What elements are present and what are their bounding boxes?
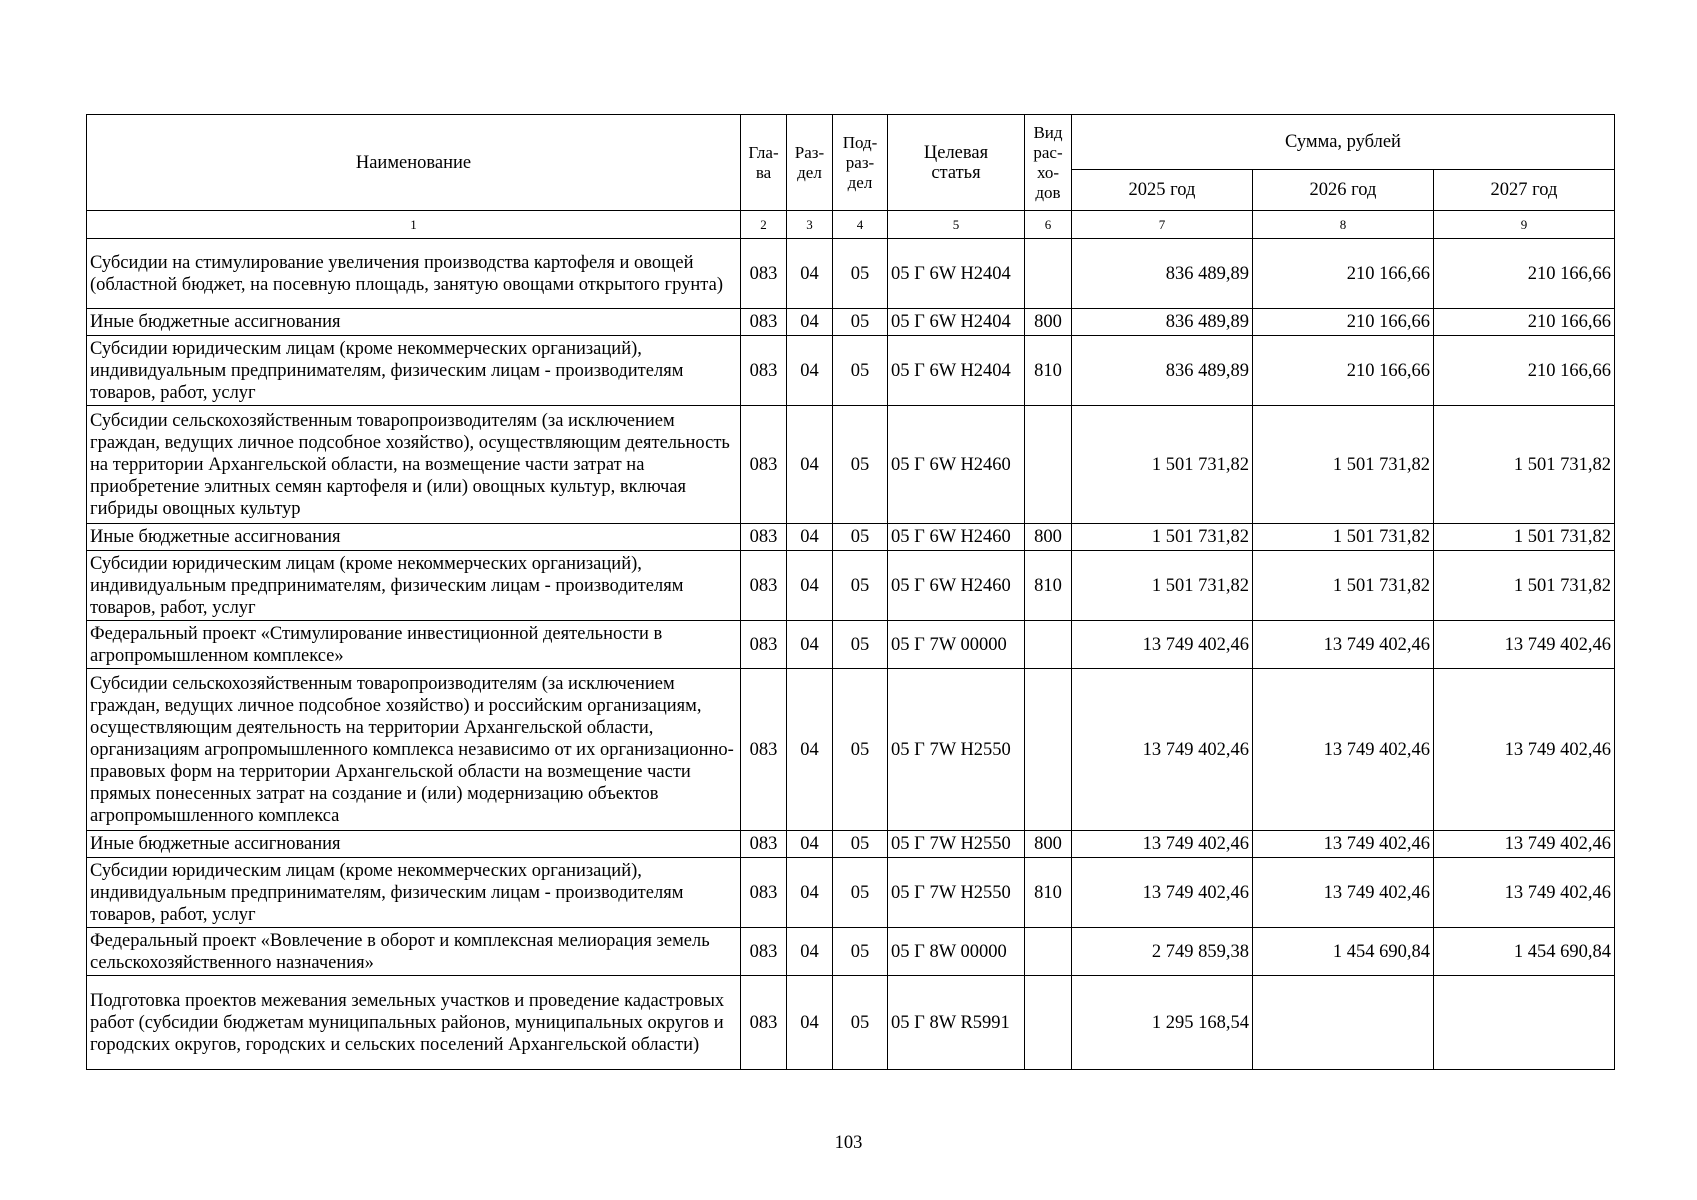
cell-chapter: 083	[741, 669, 787, 831]
cell-subsection: 05	[833, 928, 888, 976]
cell-2027: 13 749 402,46	[1434, 621, 1615, 669]
table-row	[87, 669, 1615, 831]
cell-type	[1025, 976, 1072, 1070]
table-row	[87, 976, 1615, 1070]
cell-chapter: 083	[741, 239, 787, 309]
cell-subsection: 05	[833, 524, 888, 551]
cell-section: 04	[787, 239, 833, 309]
cell-2026: 210 166,66	[1253, 336, 1434, 406]
cell-type: 800	[1025, 831, 1072, 858]
cell-name: Иные бюджетные ассигнования	[87, 309, 741, 336]
cell-article: 05 Г 6W H2404	[888, 309, 1025, 336]
cell-name: Субсидии юридическим лицам (кроме некоммерческих организаций), индивидуальным предпринимателям, физическим лицам - производителям товаров, работ, услуг	[87, 336, 741, 406]
cell-subsection: 05	[833, 551, 888, 621]
cell-type	[1025, 669, 1072, 831]
cell-type: 800	[1025, 309, 1072, 336]
cell-name: Субсидии на стимулирование увеличения производства картофеля и овощей (областной бюджет, на посевную площадь, занятую овощами открытого грунта)	[87, 239, 741, 309]
cell-2025: 2 749 859,38	[1072, 928, 1253, 976]
cell-2026: 1 501 731,82	[1253, 551, 1434, 621]
cell-2027: 210 166,66	[1434, 336, 1615, 406]
cell-type	[1025, 928, 1072, 976]
cell-section: 04	[787, 524, 833, 551]
cell-2026: 210 166,66	[1253, 309, 1434, 336]
header-year-2027: 2027 год	[1434, 170, 1615, 211]
cell-section: 04	[787, 831, 833, 858]
cell-2026: 13 749 402,46	[1253, 858, 1434, 928]
cell-chapter: 083	[741, 928, 787, 976]
cell-2025: 13 749 402,46	[1072, 858, 1253, 928]
cell-section: 04	[787, 976, 833, 1070]
cell-type: 810	[1025, 858, 1072, 928]
cell-2026: 13 749 402,46	[1253, 621, 1434, 669]
table-row	[87, 858, 1615, 928]
cell-name: Иные бюджетные ассигнования	[87, 831, 741, 858]
column-number: 2	[741, 211, 787, 239]
cell-2025: 1 501 731,82	[1072, 524, 1253, 551]
cell-section: 04	[787, 336, 833, 406]
table-row	[87, 928, 1615, 976]
cell-name: Федеральный проект «Стимулирование инвестиционной деятельности в агропромышленном комплексе»	[87, 621, 741, 669]
cell-2027: 13 749 402,46	[1434, 669, 1615, 831]
cell-article: 05 Г 8W 00000	[888, 928, 1025, 976]
cell-2025: 1 501 731,82	[1072, 551, 1253, 621]
cell-chapter: 083	[741, 858, 787, 928]
cell-2026	[1253, 976, 1434, 1070]
cell-chapter: 083	[741, 551, 787, 621]
cell-article: 05 Г 6W H2460	[888, 551, 1025, 621]
table-row	[87, 309, 1615, 336]
cell-subsection: 05	[833, 831, 888, 858]
cell-article: 05 Г 6W H2404	[888, 336, 1025, 406]
cell-section: 04	[787, 669, 833, 831]
cell-type	[1025, 621, 1072, 669]
cell-chapter: 083	[741, 309, 787, 336]
cell-section: 04	[787, 928, 833, 976]
table-body	[87, 239, 1615, 1070]
cell-name: Субсидии сельскохозяйственным товаропроизводителям (за исключением граждан, ведущих личное подсобное хозяйство), осуществляющим деятельность на территории Архангельской области, на возмещение части затрат на приобретение элитных семян картофеля и (или) овощных культур, включая гибриды овощных культур	[87, 406, 741, 524]
header-section: Раз- дел	[787, 115, 833, 211]
cell-section: 04	[787, 309, 833, 336]
cell-2027: 1 501 731,82	[1434, 551, 1615, 621]
cell-2025: 1 501 731,82	[1072, 406, 1253, 524]
cell-type: 810	[1025, 551, 1072, 621]
table-row	[87, 551, 1615, 621]
header-name: Наименование	[87, 115, 741, 211]
cell-subsection: 05	[833, 621, 888, 669]
cell-article: 05 Г 6W H2404	[888, 239, 1025, 309]
cell-chapter: 083	[741, 336, 787, 406]
cell-2026: 1 501 731,82	[1253, 524, 1434, 551]
header-sum: Сумма, рублей	[1072, 115, 1615, 170]
cell-section: 04	[787, 858, 833, 928]
cell-subsection: 05	[833, 858, 888, 928]
cell-name: Иные бюджетные ассигнования	[87, 524, 741, 551]
column-number: 1	[87, 211, 741, 239]
cell-name: Федеральный проект «Вовлечение в оборот и комплексная мелиорация земель сельскохозяйственного назначения»	[87, 928, 741, 976]
cell-2027	[1434, 976, 1615, 1070]
cell-article: 05 Г 8W R5991	[888, 976, 1025, 1070]
cell-subsection: 05	[833, 976, 888, 1070]
cell-chapter: 083	[741, 976, 787, 1070]
cell-name: Субсидии юридическим лицам (кроме некоммерческих организаций), индивидуальным предпринимателям, физическим лицам - производителям товаров, работ, услуг	[87, 551, 741, 621]
table-row	[87, 239, 1615, 309]
header-target-article: Целевая статья	[888, 115, 1025, 211]
cell-2025: 1 295 168,54	[1072, 976, 1253, 1070]
cell-subsection: 05	[833, 309, 888, 336]
cell-article: 05 Г 7W H2550	[888, 858, 1025, 928]
cell-chapter: 083	[741, 406, 787, 524]
cell-article: 05 Г 6W H2460	[888, 524, 1025, 551]
table-row	[87, 524, 1615, 551]
header-year-2026: 2026 год	[1253, 170, 1434, 211]
cell-2027: 210 166,66	[1434, 309, 1615, 336]
cell-article: 05 Г 7W 00000	[888, 621, 1025, 669]
cell-2025: 13 749 402,46	[1072, 831, 1253, 858]
cell-2025: 13 749 402,46	[1072, 621, 1253, 669]
cell-2027: 13 749 402,46	[1434, 858, 1615, 928]
cell-subsection: 05	[833, 336, 888, 406]
column-number: 6	[1025, 211, 1072, 239]
column-number: 9	[1434, 211, 1615, 239]
column-number: 5	[888, 211, 1025, 239]
cell-2027: 1 454 690,84	[1434, 928, 1615, 976]
cell-chapter: 083	[741, 621, 787, 669]
cell-2027: 1 501 731,82	[1434, 524, 1615, 551]
cell-2025: 836 489,89	[1072, 309, 1253, 336]
cell-2027: 1 501 731,82	[1434, 406, 1615, 524]
column-number-row	[87, 211, 1615, 239]
cell-chapter: 083	[741, 831, 787, 858]
cell-2026: 13 749 402,46	[1253, 831, 1434, 858]
page-number: 103	[834, 1133, 863, 1153]
table-row	[87, 621, 1615, 669]
cell-2027: 210 166,66	[1434, 239, 1615, 309]
cell-article: 05 Г 7W H2550	[888, 669, 1025, 831]
header-chapter: Гла- ва	[741, 115, 787, 211]
cell-2025: 13 749 402,46	[1072, 669, 1253, 831]
cell-subsection: 05	[833, 406, 888, 524]
cell-2025: 836 489,89	[1072, 336, 1253, 406]
header-year-2025: 2025 год	[1072, 170, 1253, 211]
budget-table	[86, 114, 1615, 1070]
cell-chapter: 083	[741, 524, 787, 551]
table-row	[87, 831, 1615, 858]
cell-2027: 13 749 402,46	[1434, 831, 1615, 858]
cell-type: 810	[1025, 336, 1072, 406]
cell-article: 05 Г 7W H2550	[888, 831, 1025, 858]
cell-name: Подготовка проектов межевания земельных участков и проведение кадастровых работ (субсидии бюджетам муниципальных районов, муниципальных округов и городских округов, городских и сельских поселений Архангельской области)	[87, 976, 741, 1070]
header-subsection: Под- раз- дел	[833, 115, 888, 211]
cell-article: 05 Г 6W H2460	[888, 406, 1025, 524]
cell-type	[1025, 406, 1072, 524]
cell-2025: 836 489,89	[1072, 239, 1253, 309]
cell-2026: 13 749 402,46	[1253, 669, 1434, 831]
column-number: 7	[1072, 211, 1253, 239]
column-number: 3	[787, 211, 833, 239]
cell-name: Субсидии юридическим лицам (кроме некоммерческих организаций), индивидуальным предпринимателям, физическим лицам - производителям товаров, работ, услуг	[87, 858, 741, 928]
column-number: 8	[1253, 211, 1434, 239]
cell-type: 800	[1025, 524, 1072, 551]
cell-type	[1025, 239, 1072, 309]
cell-subsection: 05	[833, 669, 888, 831]
header-row	[87, 115, 1615, 170]
column-number: 4	[833, 211, 888, 239]
cell-2026: 1 501 731,82	[1253, 406, 1434, 524]
cell-section: 04	[787, 551, 833, 621]
header-expense-type: Вид рас- хо- дов	[1025, 115, 1072, 211]
table-row	[87, 406, 1615, 524]
cell-name: Субсидии сельскохозяйственным товаропроизводителям (за исключением граждан, ведущих личное подсобное хозяйство) и российским организациям, осуществляющим деятельность на территории Архангельской области, организациям агропромышленного комплекса независимо от их организационно-правовых форм на территории Архангельской области на возмещение части прямых понесенных затрат на создание и (или) модернизацию объектов агропромышленного комплекса	[87, 669, 741, 831]
cell-2026: 1 454 690,84	[1253, 928, 1434, 976]
cell-subsection: 05	[833, 239, 888, 309]
cell-section: 04	[787, 621, 833, 669]
cell-section: 04	[787, 406, 833, 524]
cell-2026: 210 166,66	[1253, 239, 1434, 309]
table-row	[87, 336, 1615, 406]
